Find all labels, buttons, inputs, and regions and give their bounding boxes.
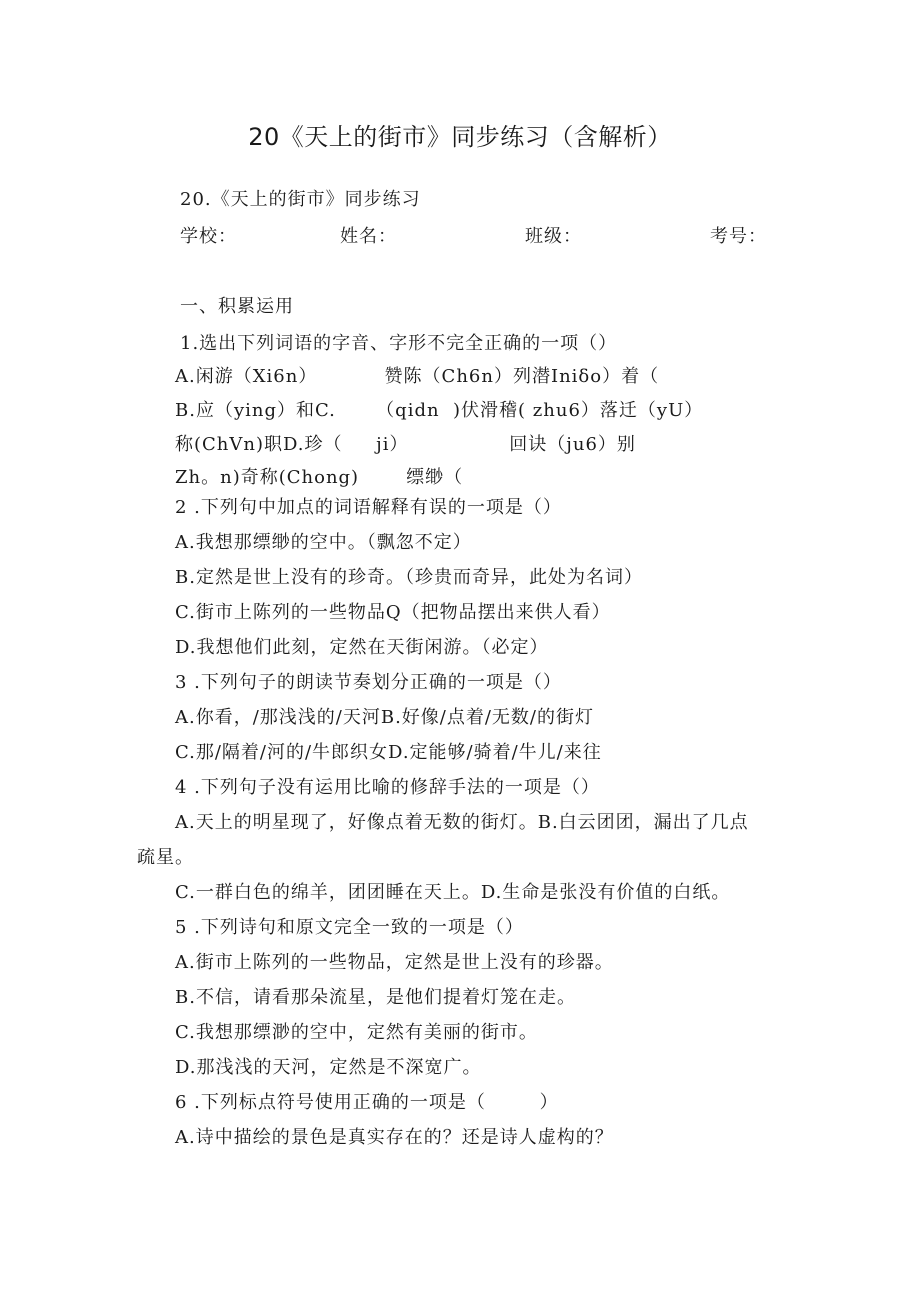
question-4-option-continued: 疏星。 — [137, 847, 194, 868]
question-3: 3 .下列句子的朗读节奏划分正确的一项是（） — [175, 672, 562, 693]
question-4: 4 .下列句子没有运用比喻的修辞手法的一项是（） — [175, 777, 600, 798]
school-label: 学校： — [180, 226, 237, 247]
question-5-option: C.我想那缥渺的空中，定然有美丽的街市。 — [175, 1022, 538, 1043]
class-label: 班级： — [525, 226, 582, 247]
question-3-option: C.那/隔着/河的/牛郎织女D.定能够/骑着/牛儿/来往 — [175, 742, 602, 763]
question-1-line: A.闲游（Xi6n） 赞陈（Ch6n）列潜Iniδo）着（ — [175, 366, 660, 387]
question-1-line: B.应（ying）和C. （qidn )伏滑稽( zhu6）落迁（yU） — [175, 400, 704, 421]
question-2: 2 .下列句中加点的词语解释有误的一项是（） — [175, 497, 562, 518]
question-2-option: B.定然是世上没有的珍奇。（珍贵而奇异，此处为名词） — [175, 567, 643, 588]
exam-number-label: 考号： — [710, 226, 767, 247]
question-1: 1.选出下列词语的字音、字形不完全正确的一项（） — [180, 333, 618, 354]
question-4-option: C.一群白色的绵羊，团团睡在天上。D.生命是张没有价值的白纸。 — [175, 882, 731, 903]
document-subtitle: 20.《天上的街市》同步练习 — [180, 189, 421, 210]
name-label: 姓名： — [340, 226, 397, 247]
question-6-option: A.诗中描绘的景色是真实存在的？还是诗人虚构的？ — [175, 1127, 614, 1148]
question-3-option: A.你看，/那浅浅的/天河B.好像/点着/无数/的街灯 — [175, 707, 594, 728]
question-2-option: C.街市上陈列的一些物品Q（把物品摆出来供人看） — [175, 602, 611, 623]
question-5-option: B.不信，请看那朵流星，是他们提着灯笼在走。 — [175, 987, 576, 1008]
section-heading: 一、积累运用 — [180, 296, 294, 317]
question-2-option: A.我想那缥缈的空中。（飘忽不定） — [175, 532, 472, 553]
question-5-option: D.那浅浅的天河，定然是不深宽广。 — [175, 1057, 482, 1078]
document-title: 20《天上的街市》同步练习（含解析） — [248, 123, 672, 151]
question-6: 6 .下列标点符号使用正确的一项是（ ） — [175, 1092, 559, 1113]
question-5-option: A.街市上陈列的一些物品，定然是世上没有的珍器。 — [175, 952, 614, 973]
question-1-line: Zh。n)奇称(Chong) 缥缈（ — [175, 467, 464, 488]
question-2-option: D.我想他们此刻，定然在天街闲游。（必定） — [175, 637, 549, 658]
question-4-option: A.天上的明星现了，好像点着无数的街灯。B.白云团团，漏出了几点 — [175, 812, 749, 833]
question-1-line: 称(ChVn)职D.珍（ ji） 回诀（ju6）别 — [175, 434, 636, 455]
question-5: 5 .下列诗句和原文完全一致的一项是（） — [175, 917, 524, 938]
